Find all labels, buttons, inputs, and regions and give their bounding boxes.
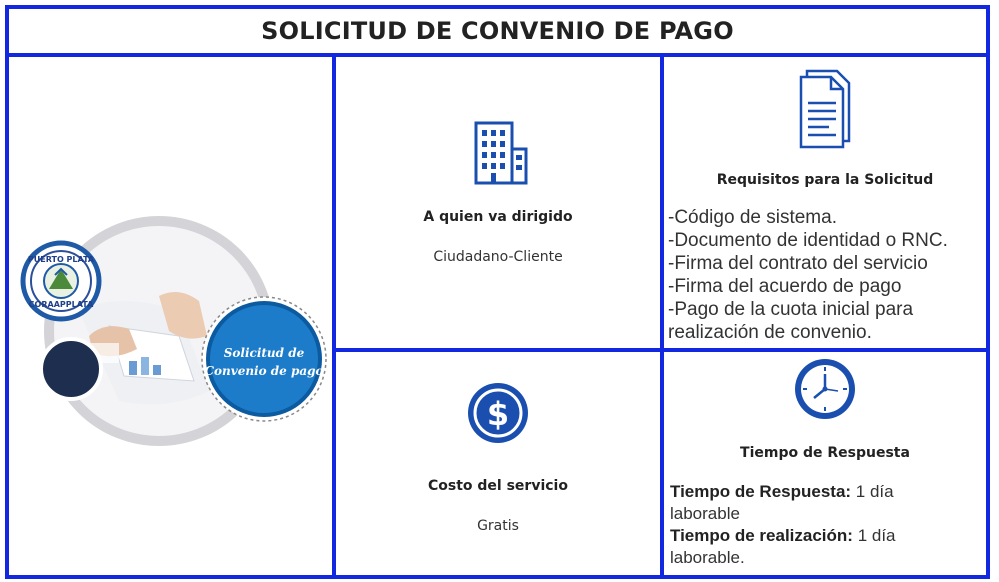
image-panel	[9, 61, 332, 575]
list-item: -Pago de la cuota inicial para	[668, 299, 914, 320]
coraapplata-seal-logo	[23, 243, 99, 319]
tiempo-details	[664, 481, 986, 569]
dirigido-heading: A quien va dirigido	[423, 209, 573, 225]
dollar-icon	[465, 380, 531, 446]
page-title: SOLICITUD DE CONVENIO DE PAGO	[261, 17, 734, 45]
service-illustration	[9, 61, 332, 575]
costo-value: Gratis	[477, 518, 519, 534]
dirigido-value: Ciudadano-Cliente	[433, 249, 563, 265]
respuesta-label: Tiempo de Respuesta:	[670, 482, 852, 501]
service-card	[5, 5, 990, 579]
respuesta-unit: laborable	[670, 504, 740, 523]
list-item: -Código de sistema.	[668, 207, 837, 228]
seal-bottom-text: CORAAPPLATA	[28, 300, 94, 309]
badge-line-2: Convenio de pago	[204, 364, 324, 378]
costo-heading: Costo del servicio	[428, 478, 568, 494]
list-item: -Firma del acuerdo de pago	[668, 276, 902, 297]
tiempo-heading: Tiempo de Respuesta	[740, 445, 910, 461]
list-item: -Firma del contrato del servicio	[668, 253, 928, 274]
building-icon	[466, 121, 530, 185]
realizacion-value: 1 día	[852, 526, 896, 545]
dirigido-cell	[336, 61, 660, 348]
seal-top-text: PUERTO PLATA	[27, 255, 95, 264]
list-item: -Documento de identidad o RNC.	[668, 230, 948, 251]
requisitos-cell	[664, 61, 986, 348]
respuesta-value: 1 día	[851, 482, 894, 501]
badge-line-1: Solicitud de	[223, 346, 305, 360]
svg-text:$: $	[486, 395, 510, 433]
requisitos-list	[664, 206, 986, 344]
clock-icon	[792, 356, 858, 422]
document-icon	[793, 65, 857, 151]
solicitud-badge	[202, 297, 326, 421]
requisitos-heading: Requisitos para la Solicitud	[716, 172, 934, 188]
realizacion-label: Tiempo de realización:	[670, 526, 853, 545]
tiempo-cell	[664, 352, 986, 575]
decorative-circle	[41, 339, 101, 399]
title-bar	[9, 9, 986, 57]
costo-cell	[336, 352, 660, 575]
list-item: realización de convenio.	[668, 322, 872, 343]
realizacion-unit: laborable.	[670, 548, 745, 567]
